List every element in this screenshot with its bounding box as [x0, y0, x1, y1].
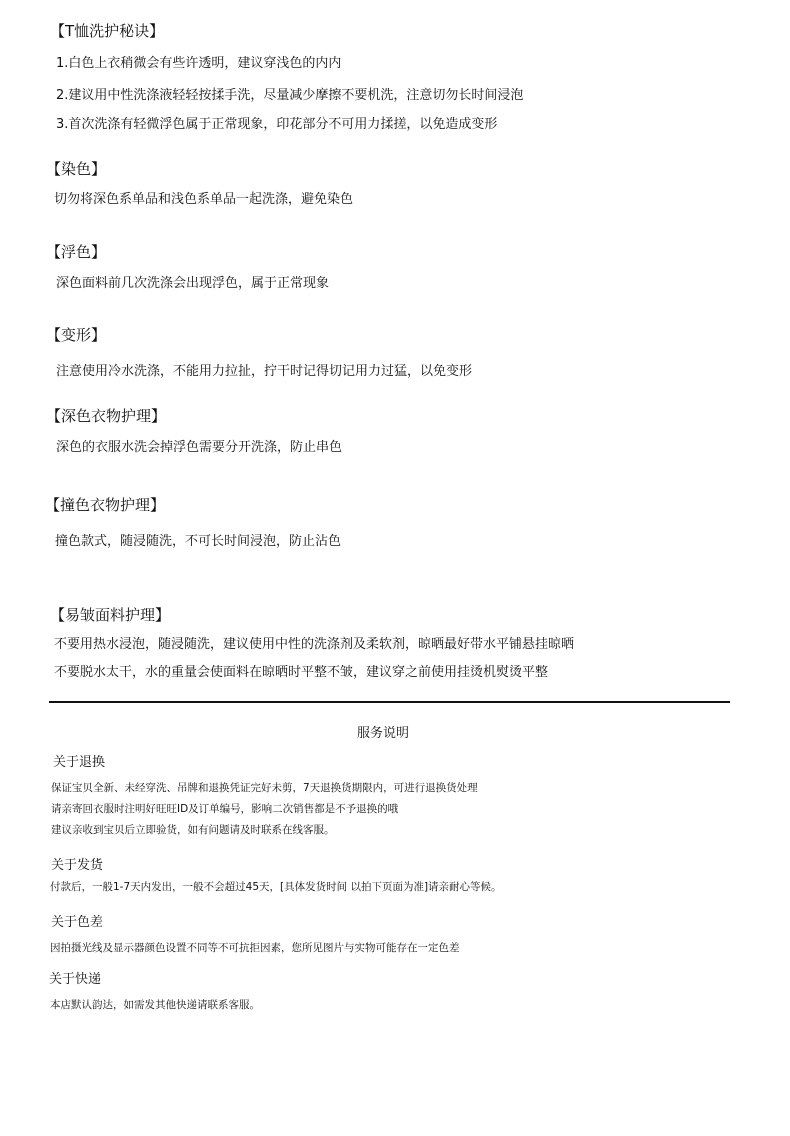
floating-color-text: 深色面料前几次洗涤会出现浮色，属于正常现象	[56, 276, 330, 291]
floating-color-heading: 【浮色】	[46, 243, 107, 261]
tshirt-care-line-3: 3.首次洗涤有轻微浮色属于正常现象，印花部分不可用力揉搓，以免造成变形	[56, 117, 498, 132]
deform-text: 注意使用冷水洗涤，不能用力拉扯，拧干时记得切记用力过猛，以免变形	[56, 364, 473, 379]
section-divider	[49, 701, 730, 703]
color-difference-heading: 关于色差	[51, 915, 104, 930]
returns-line-1: 保证宝贝全新、未经穿洗、吊牌和退换凭证完好未剪，7天退换货期限内，可进行退换货处理	[51, 782, 478, 794]
contrast-color-care-text: 撞色款式，随浸随洗，不可长时间浸泡，防止沾色	[55, 534, 342, 549]
dyeing-text: 切勿将深色系单品和浅色系单品一起洗涤，避免染色	[54, 192, 354, 207]
shipping-heading: 关于发货	[51, 858, 104, 873]
color-difference-text: 因拍摄光线及显示器颜色设置不同等不可抗拒因素，您所见图片与实物可能存在一定色差	[50, 942, 460, 954]
returns-line-3: 建议亲收到宝贝后立即验货，如有问题请及时联系在线客服。	[51, 824, 335, 836]
express-text: 本店默认韵达，如需发其他快递请联系客服。	[50, 999, 260, 1011]
deform-heading: 【变形】	[46, 326, 107, 344]
wrinkle-fabric-care-line-2: 不要脱水太干，水的重量会使面料在晾晒时平整不皱，建议穿之前使用挂烫机熨烫平整	[54, 665, 549, 680]
express-heading: 关于快递	[49, 972, 102, 987]
service-title: 服务说明	[356, 726, 409, 741]
tshirt-care-line-1: 1.白色上衣稍微会有些许透明，建议穿浅色的内内	[56, 56, 342, 71]
dyeing-heading: 【染色】	[46, 160, 107, 178]
shipping-text: 付款后，一般1-7天内发出，一般不会超过45天，[具体发货时间 以拍下页面为准]请亲耐心等候。	[50, 881, 502, 893]
dark-clothes-care-text: 深色的衣服水洗会掉浮色需要分开洗涤，防止串色	[56, 440, 343, 455]
contrast-color-care-heading: 【撞色衣物护理】	[45, 496, 166, 514]
returns-line-2: 请亲寄回衣服时注明好旺旺ID及订单编号，影响二次销售都是不予退换的哦	[51, 803, 399, 815]
wrinkle-fabric-care-heading: 【易皱面料护理】	[50, 606, 171, 624]
dark-clothes-care-heading: 【深色衣物护理】	[46, 407, 167, 425]
tshirt-care-line-2: 2.建议用中性洗涤液轻轻按揉手洗，尽量减少摩擦不要机洗，注意切勿长时间浸泡	[56, 88, 524, 103]
returns-heading: 关于退换	[53, 755, 106, 770]
wrinkle-fabric-care-line-1: 不要用热水浸泡，随浸随洗，建议使用中性的洗涤剂及柔软剂，晾晒最好带水平铺悬挂晾晒	[54, 637, 575, 652]
tshirt-care-heading: 【T恤洗护秘诀】	[50, 22, 165, 40]
